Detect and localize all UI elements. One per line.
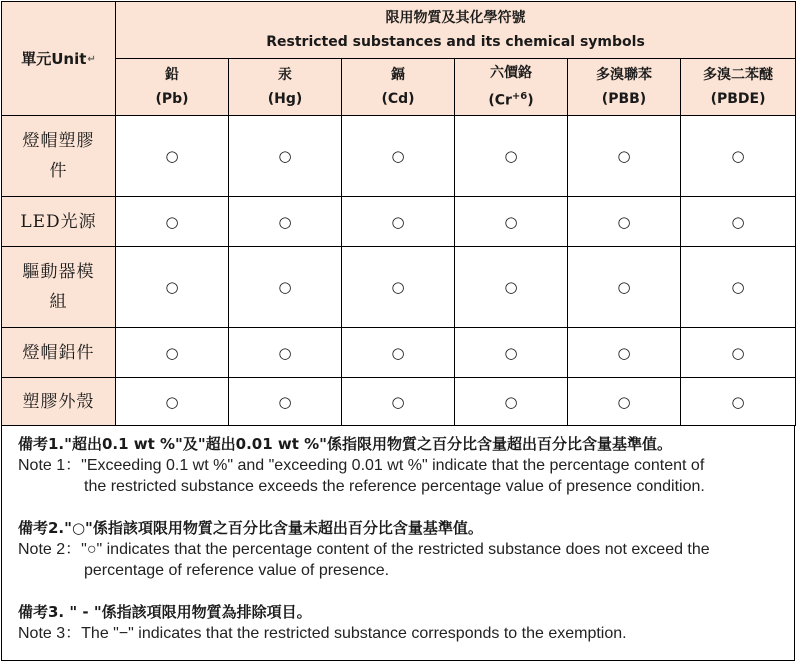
restricted-substances-table	[1, 1, 796, 426]
note-gap	[18, 497, 778, 513]
substance-header-cr6	[455, 59, 568, 116]
note-1-zh: 備考1."超出0.1 wt %"及"超出0.01 wt %"係指限用物質之百分比含量超出百分比含量基準值。	[18, 435, 672, 453]
substance-symbol: (Cd)	[381, 91, 415, 107]
unit-header	[2, 2, 116, 116]
substance-header-cd	[342, 59, 455, 116]
row-label	[2, 197, 116, 247]
table-cell: ○	[455, 116, 568, 197]
substance-zh: 多溴二苯醚	[703, 67, 774, 83]
substance-zh: 鎘	[391, 67, 405, 83]
note-3-en-line1: Note 3：The "−" indicates that the restricted substance corresponds to the exemption.	[18, 625, 627, 642]
table-cell: ○	[681, 197, 796, 247]
row-label	[2, 247, 116, 328]
row-label-line1: LED光源	[20, 211, 97, 232]
row-label-line1: 燈帽鋁件	[22, 342, 95, 363]
symbol-superscript: +6	[511, 91, 528, 103]
table-cell: ○	[229, 328, 342, 378]
notes-section	[1, 425, 795, 661]
table-cell: ○	[681, 247, 796, 328]
note-2-zh: 備考2."○"係指該項限用物質之百分比含量未超出百分比含量基準值。	[18, 519, 483, 537]
table-row	[2, 378, 796, 426]
table-row	[2, 116, 796, 197]
substance-symbol: (Pb)	[155, 91, 189, 107]
substance-header-hg	[229, 59, 342, 116]
table-cell: ○	[229, 197, 342, 247]
substance-zh: 六價鉻	[490, 65, 532, 82]
paragraph-mark-icon: ↵	[87, 54, 96, 65]
table-row	[2, 328, 796, 378]
table-cell: ○	[342, 378, 455, 426]
substance-symbol: (PBB)	[601, 91, 647, 107]
table-cell: ○	[229, 247, 342, 328]
symbol-suffix: )	[527, 92, 534, 109]
table-cell: ○	[229, 378, 342, 426]
table-cell: ○	[342, 116, 455, 197]
table-cell: ○	[116, 116, 229, 197]
table-row	[2, 197, 796, 247]
row-label-line1: 驅動器模	[22, 262, 95, 282]
table-cell: ○	[568, 378, 681, 426]
substance-header-pbde	[681, 59, 796, 116]
title-zh: 限用物質及其化學符號	[385, 10, 526, 26]
substance-symbol: (Hg)	[267, 91, 303, 107]
title-en: Restricted substances and its chemical symbols	[266, 34, 645, 50]
note-2-en-line2: percentage of reference value of presence.	[84, 562, 390, 579]
substance-zh: 汞	[278, 67, 292, 83]
table-cell: ○	[342, 247, 455, 328]
row-label-line1: 塑膠外殼	[22, 391, 95, 412]
table-cell: ○	[568, 197, 681, 247]
substance-symbol: (PBDE)	[710, 91, 766, 107]
substance-header-row	[2, 59, 796, 116]
table-cell: ○	[116, 378, 229, 426]
symbol-prefix: (Cr	[488, 92, 512, 109]
table-cell: ○	[455, 378, 568, 426]
table-cell: ○	[568, 116, 681, 197]
note-2-en-line1: Note 2："○" indicates that the percentage content of the restricted substance does not exceed the	[18, 541, 710, 558]
row-label-line1: 燈帽塑膠	[22, 131, 95, 151]
substance-symbol	[455, 85, 567, 113]
substance-header-pbb	[568, 59, 681, 116]
row-label-line2: 組	[49, 292, 68, 312]
note-1-en-line2: the restricted substance exceeds the reference percentage value of presence condition.	[84, 478, 705, 495]
table-cell: ○	[455, 328, 568, 378]
table-cell: ○	[455, 247, 568, 328]
table-cell: ○	[229, 116, 342, 197]
substance-header-pb	[116, 59, 229, 116]
row-label	[2, 328, 116, 378]
table-cell: ○	[681, 116, 796, 197]
table-cell: ○	[681, 328, 796, 378]
note-1-en-line1: Note 1："Exceeding 0.1 wt %" and "exceeding 0.01 wt %" indicate that the percentage content of	[18, 457, 705, 474]
table-cell: ○	[681, 378, 796, 426]
table-cell: ○	[342, 197, 455, 247]
table-row	[2, 247, 796, 328]
substance-zh: 鉛	[165, 67, 179, 83]
substance-zh: 多溴聯苯	[596, 67, 652, 83]
note-gap	[18, 581, 778, 597]
unit-label: 單元Unit	[21, 50, 87, 68]
table-cell: ○	[568, 328, 681, 378]
row-label	[2, 378, 116, 426]
note-3-zh: 備考3. " - "係指該項限用物質為排除項目。	[18, 603, 312, 621]
row-label-line2: 件	[49, 161, 68, 181]
substances-title-header	[116, 2, 796, 59]
table-cell: ○	[568, 247, 681, 328]
row-label	[2, 116, 116, 197]
table-cell: ○	[116, 197, 229, 247]
table-cell: ○	[116, 328, 229, 378]
table-cell: ○	[455, 197, 568, 247]
table-cell: ○	[116, 247, 229, 328]
table-cell: ○	[342, 328, 455, 378]
